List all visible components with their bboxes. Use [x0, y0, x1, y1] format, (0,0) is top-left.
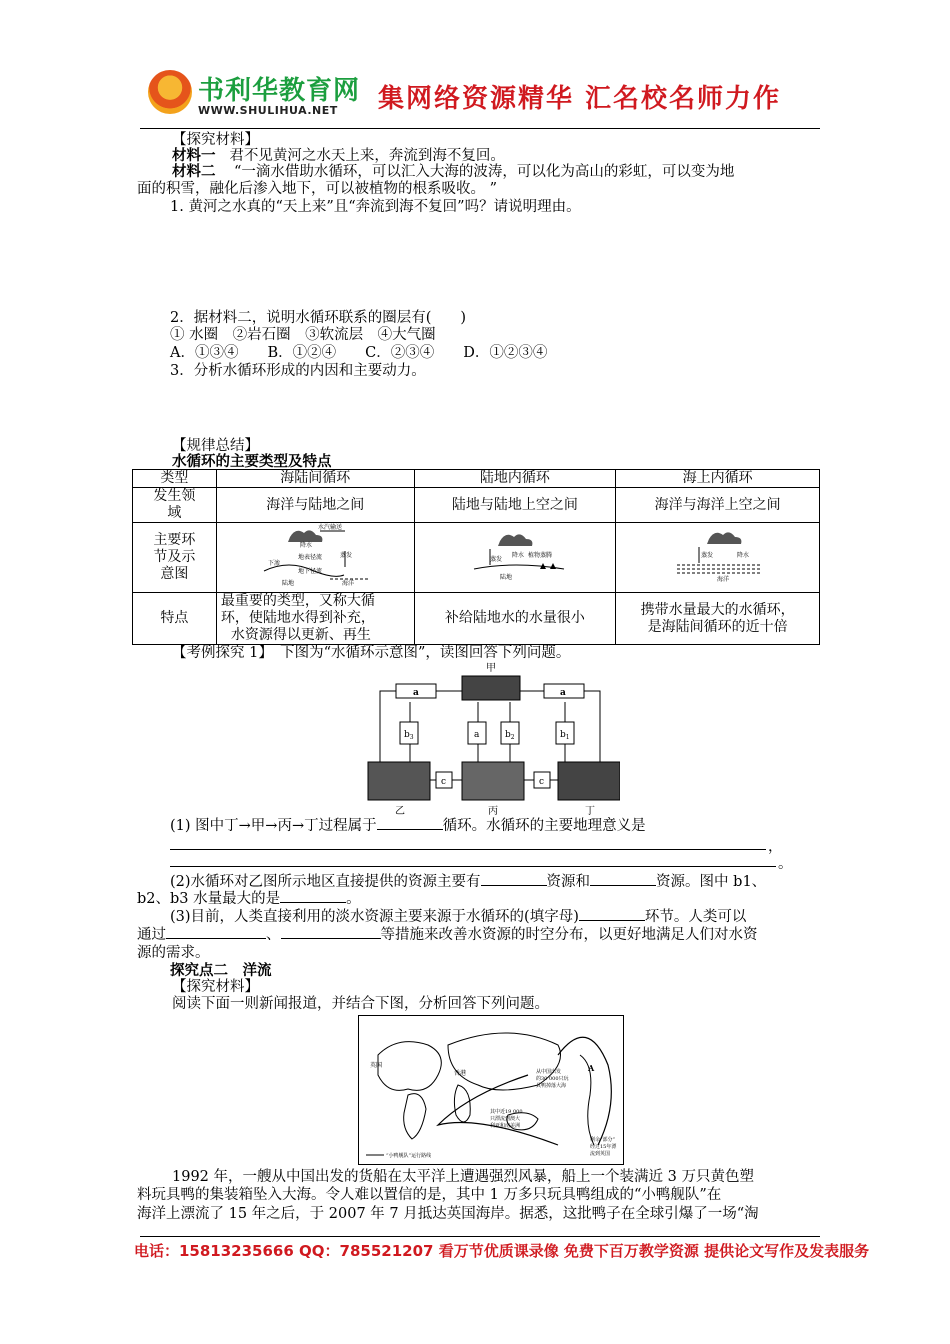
material-one-label: 材料一: [172, 147, 216, 164]
table-cell: 海洋与海洋上空之间: [616, 488, 820, 523]
period: 。: [778, 856, 793, 872]
svg-text:的30 000只玩: 的30 000只玩: [536, 1076, 569, 1082]
section2-intro: 阅读下面一则新闻报道，并结合下图，分析回答下列问题。: [172, 996, 549, 1012]
map-label-england: 英国: [370, 1062, 383, 1069]
table-row-label: 主要环节及示意图: [133, 523, 217, 593]
footer-contact: 电话：15813235666 QQ：785521207 看万节优质课录像 免费下百万教学资源 提供论文写作及发表服务: [134, 1242, 870, 1260]
svg-text:b1: $b_1$: [560, 730, 570, 741]
footer-divider: [140, 1236, 820, 1237]
diagram-land-cycle: [414, 523, 616, 593]
news-paragraph-1: 1992 年，一艘从中国出发的货船在太平洋上遭遇强烈风暴，船上一个装满近 3 万只黄色塑: [172, 1169, 754, 1185]
svg-text:海洋: 海洋: [716, 576, 729, 583]
q2-text-a: (2)水循环对乙图所示地区直接提供的资源主要有: [170, 874, 481, 890]
question-1: 1. 黄河之水真的“天上来”且“奔流到海不复回”吗？请说明理由。: [170, 199, 581, 215]
header-banner: [140, 68, 820, 130]
svg-text:地下径流: 地下径流: [298, 568, 323, 575]
material-two-text-2: 面的积雪，融化后渗入地下，可以被植物的根系吸收。 ”: [137, 181, 498, 197]
svg-text:具鸭掉落大海: 具鸭掉落大海: [536, 1083, 567, 1089]
svg-text:海洋: 海洋: [342, 580, 355, 587]
svg-text:蒸发: 蒸发: [700, 552, 713, 559]
logo-name: 书利华教育网: [198, 76, 361, 106]
sea-land-cycle-diagram: [260, 523, 370, 587]
section2-title: 探究点二 洋流: [170, 962, 272, 979]
news-paragraph-2: 料玩具鸭的集装箱坠入大海。令人难以置信的是，其中 1 万多只玩具鸭组成的“小鸭舰队”在: [137, 1187, 722, 1203]
rule-title: 水循环的主要类型及特点: [172, 453, 332, 470]
table-header-row: [133, 470, 820, 488]
diagram-label-jia: 甲: [486, 663, 496, 674]
svg-text:蒸发: 蒸发: [489, 556, 502, 563]
answer-blank[interactable]: [590, 885, 656, 886]
answer-blank[interactable]: [166, 938, 266, 939]
table-cell: 海洋与陆地之间: [216, 488, 414, 523]
cell-line: 环，使陆地水得到补充，: [220, 610, 375, 626]
diagram-ocean-cycle: [616, 523, 820, 593]
svg-text:a: a: [413, 688, 419, 698]
table-header: 海陆间循环: [216, 470, 414, 488]
table-row-label: 特点: [133, 593, 217, 645]
cell-line: 携带水量最大的水循环，: [640, 601, 795, 618]
example-q2-line: [170, 873, 766, 891]
header-slogan: 集网络资源精华 汇名校名师力作: [378, 84, 782, 114]
svg-text:流到英国: 流到英国: [590, 1151, 611, 1157]
table-row-label: 发生领域: [133, 488, 217, 523]
q2-text-d: b2、b3 水量最大的是: [137, 891, 281, 907]
svg-text:a: a: [560, 688, 566, 698]
table-header: 陆地内循环: [414, 470, 616, 488]
header-divider: [140, 128, 820, 129]
map-label-hongkong: 香港: [454, 1070, 467, 1077]
svg-text:剩余“部分”: 剩余“部分”: [590, 1137, 616, 1143]
material-two-text-1: “一滴水借助水循环，可以汇入大海的波涛，可以化为高山的彩虹，可以变为地: [233, 164, 735, 180]
q3-text-c: 通过: [137, 927, 166, 943]
svg-text:蒸发: 蒸发: [340, 552, 353, 559]
svg-text:其中近19 000: 其中近19 000: [490, 1109, 523, 1115]
q1-text-a: (1) 图中丁→甲→丙→丁过程属于: [170, 818, 377, 834]
material-two: [172, 163, 734, 181]
table-cell: [216, 593, 414, 645]
water-cycle-diagram: [360, 662, 620, 820]
svg-text:植物蒸腾: 植物蒸腾: [527, 552, 552, 559]
material-two-label: 材料二: [172, 163, 216, 180]
material-one-text: 君不见黄河之水天上来，奔流到海不复回。: [229, 148, 505, 164]
news-paragraph-3: 海洋上漂流了 15 年之后，于 2007 年 7 月抵达英国海岸。据悉，这批鸭子在全球引爆了一场“淘: [137, 1206, 759, 1222]
q3-text-a: (3)目前，人类直接利用的淡水资源主要来源于水循环的(填字母): [170, 909, 579, 925]
svg-text:降水: 降水: [300, 542, 313, 549]
rule-table: [132, 469, 820, 645]
logo-icon: [148, 70, 192, 114]
svg-text:只漂流到澳大: 只漂流到澳大: [490, 1116, 521, 1122]
example-heading: 【考例探究 1】 下图为“水循环示意图”，读图回答下列问题。: [172, 645, 571, 661]
svg-text:降水: 降水: [511, 552, 524, 559]
svg-text:水汽输送: 水汽输送: [318, 524, 343, 531]
q2-text-c: 资源。图中 b1、: [656, 874, 767, 890]
answer-line[interactable]: [170, 849, 766, 850]
svg-text:降水: 降水: [736, 552, 749, 559]
cell-line: 水资源得以更新、再生: [230, 627, 371, 643]
svg-text:丁: 丁: [585, 806, 595, 817]
example-q3-line3: 源的需求。: [137, 945, 210, 961]
rule-tag: 【规律总结】: [172, 438, 259, 454]
q3-text-d: 等措施来改善水资源的时空分布，以更好地满足人们对水资: [380, 927, 758, 943]
example-q2-line2: b2、b3 水量最大的是 。: [137, 891, 361, 907]
section2-tag: 【探究材料】: [172, 979, 259, 995]
svg-text:A: A: [588, 1063, 595, 1073]
material-tag: 【探究材料】: [172, 132, 259, 148]
q1-text-b: 循环。水循环的主要地理意义是: [442, 818, 646, 834]
table-cell: 补给陆地水的水量很小: [414, 593, 616, 645]
svg-text:a: a: [474, 730, 480, 740]
question-2-options: A．①③④ B．①②④ C．②③④ D．①②③④: [170, 345, 548, 361]
answer-blank[interactable]: [280, 902, 346, 903]
table-header: 海上内循环: [616, 470, 820, 488]
svg-text:“小鸭舰队”运行路线: “小鸭舰队”运行路线: [386, 1153, 432, 1159]
q3-text-b: 环节。人类可以: [644, 909, 747, 925]
svg-text:从中国出发: 从中国出发: [536, 1069, 562, 1075]
example-q3-line2: 通过 、 等措施来改善水资源的时空分布，以更好地满足人们对水资: [137, 927, 758, 943]
answer-blank[interactable]: [281, 938, 381, 939]
logo-url: WWW.SHULIHUA.NET: [198, 104, 338, 117]
table-row: [133, 523, 820, 593]
svg-text:b3: $b_3$: [404, 730, 414, 741]
svg-text:丙: 丙: [488, 806, 498, 817]
answer-line[interactable]: [170, 866, 776, 867]
q2-text-b: 资源和: [546, 874, 591, 890]
table-cell: [616, 593, 820, 645]
table-row: [133, 593, 820, 645]
svg-text:b2: $b_2$: [505, 730, 515, 741]
svg-text:c: c: [441, 777, 447, 787]
example-q1-line: [170, 817, 646, 835]
svg-text:下渗: 下渗: [268, 560, 281, 567]
diagram-sea-land-cycle: [216, 523, 414, 593]
question-2-items: ① 水圈 ②岩石圈 ③软流层 ④大气圈: [170, 327, 436, 343]
cell-line: 最重要的类型，又称大循: [220, 593, 375, 609]
svg-text:陆地: 陆地: [282, 580, 295, 587]
question-2: 2．据材料二，说明水循环联系的圈层有( ): [170, 310, 467, 326]
comma: ，: [768, 839, 783, 855]
table-cell: 陆地与陆地上空之间: [414, 488, 616, 523]
answer-blank[interactable]: [579, 920, 645, 921]
answer-blank[interactable]: [377, 829, 443, 830]
table-row: [133, 488, 820, 523]
example-q3-line: [170, 908, 746, 926]
svg-text:经过15年漂: 经过15年漂: [590, 1144, 617, 1150]
cell-line: 是海陆间循环的近十倍: [647, 618, 788, 635]
answer-blank[interactable]: [481, 885, 547, 886]
land-cycle-diagram: [460, 523, 570, 587]
svg-text:乙: 乙: [395, 806, 405, 817]
svg-text:地表径流: 地表径流: [298, 554, 323, 561]
ocean-cycle-diagram: [663, 523, 773, 587]
table-header: 类型: [133, 470, 217, 488]
svg-text:陆地: 陆地: [499, 574, 512, 581]
duck-route-map: [358, 1015, 624, 1165]
question-3: 3．分析水循环形成的内因和主要动力。: [170, 363, 426, 379]
svg-text:利亚和南美洲: 利亚和南美洲: [490, 1123, 521, 1129]
svg-text:c: c: [539, 777, 545, 787]
